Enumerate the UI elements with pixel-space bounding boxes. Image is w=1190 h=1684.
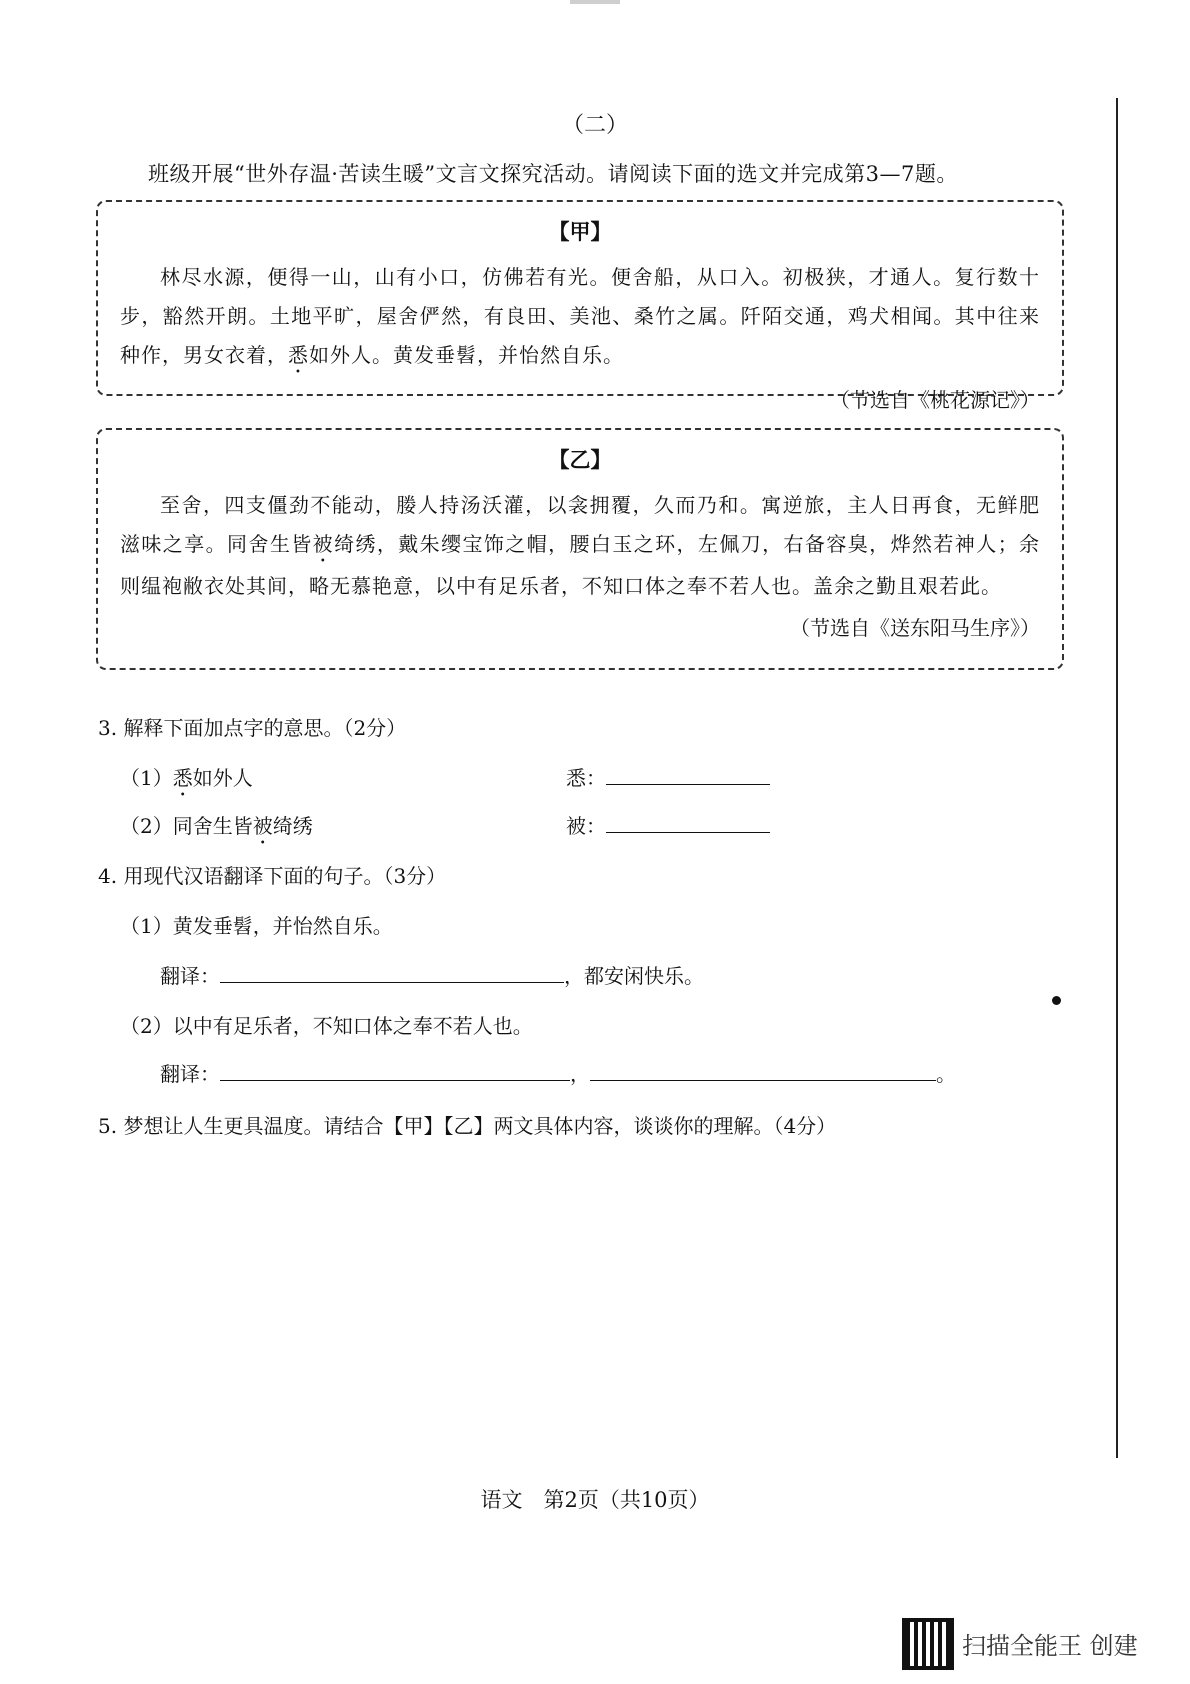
passage-jia-box (96, 200, 1064, 412)
passage-yi-title: 【乙】 (548, 447, 612, 472)
question-3-stem: 3. 解释下面加点字的意思。（2分） (98, 716, 407, 740)
section-title: （二） (561, 113, 628, 138)
answer-label: 被： (566, 814, 606, 838)
passage-jia-title: 【甲】 (548, 219, 612, 244)
passage-yi-box (96, 428, 1064, 670)
question-4-stem: 4. 用现代汉语翻译下面的句子。（3分） (98, 864, 447, 888)
passage-yi-text-part: 至舍，四支僵劲不能动，媵人持汤沃灌，以衾拥覆，久而乃和。寓逆旅，主人日再食，无鲜肥滋味之享。同舍生皆 (120, 493, 1040, 556)
answer-label: 悉： (566, 766, 606, 790)
answer-blank[interactable] (220, 1058, 570, 1081)
margin-dot (1052, 996, 1061, 1005)
passage-yi-source: （节选自《送东阳马生序》） (790, 616, 1040, 640)
item-number: （1） (120, 766, 173, 790)
passage-jia-text-part: 林尽水源，便得一山，山有小口，仿佛若有光。便舍船，从口入。初极狭，才通人。复行数十步，豁然开朗。土地平旷，屋舍俨然，有良田、美池、桑竹之属。阡陌交通，鸡犬相闻。其中往来种作，男女衣着， (120, 265, 1040, 367)
question-5-answer-area[interactable] (98, 1150, 1058, 1400)
dotted-char: 被 (312, 532, 335, 556)
question-4-item-2: （2）以中有足乐者，不知口体之奉不若人也。 (120, 1014, 533, 1038)
page-footer: 语文 第2页（共10页） (480, 1488, 710, 1512)
dotted-char: 悉 (172, 766, 193, 790)
passage-jia-text-part: 如外人。黄发垂髫，并怡然自乐。 (309, 343, 624, 367)
passage-jia-source: （节选自《桃花源记》） (830, 388, 1040, 412)
answer-blank[interactable] (606, 762, 770, 785)
qr-code-icon (902, 1618, 954, 1670)
intro-text: 班级开展“世外存温·苦读生暖”文言文探究活动。请阅读下面的选文并完成第3—7题。 (148, 162, 958, 186)
scan-artifact (570, 0, 620, 4)
answer-blank[interactable] (590, 1058, 936, 1081)
item-text: 如外人 (192, 766, 253, 790)
question-3-item-1 (120, 762, 253, 801)
question-4-translate-1 (160, 960, 704, 989)
translate-suffix: ，都安闲快乐。 (564, 964, 704, 988)
item-text: 绮绣 (272, 814, 313, 838)
passage-jia-text (120, 258, 1040, 378)
scanner-watermark: 扫描全能王 创建 (962, 1632, 1138, 1660)
translate-label: 翻译： (160, 1062, 220, 1086)
question-3-answer-1 (566, 762, 770, 791)
margin-rule (1116, 98, 1118, 1458)
question-3-answer-2 (566, 810, 770, 839)
passage-yi-text-part: 绮绣，戴朱缨宝饰之帽，腰白玉之环，左佩刀，右备容臭，烨然若神人；余则缊袍敝衣处其间，略无慕艳意，以中有足乐者，不知口体之奉不若人也。盖余之勤且艰若此。 (120, 532, 1041, 598)
item-number: （2） (120, 814, 173, 838)
question-5-stem: 5. 梦想让人生更具温度。请结合【甲】【乙】两文具体内容，谈谈你的理解。（4分） (98, 1114, 837, 1138)
translate-comma: ， (570, 1062, 590, 1086)
question-4-translate-2 (160, 1058, 956, 1087)
answer-blank[interactable] (220, 960, 564, 983)
dotted-char: 被 (252, 814, 273, 838)
answer-blank[interactable] (606, 810, 770, 833)
item-text: 同舍生皆 (172, 814, 253, 838)
question-4-item-1: （1）黄发垂髫，并怡然自乐。 (120, 914, 393, 938)
question-3-item-2 (120, 810, 313, 849)
dotted-char: 悉 (288, 343, 309, 367)
translate-end: 。 (936, 1062, 956, 1086)
passage-yi-text (120, 486, 1040, 606)
translate-label: 翻译： (160, 964, 220, 988)
